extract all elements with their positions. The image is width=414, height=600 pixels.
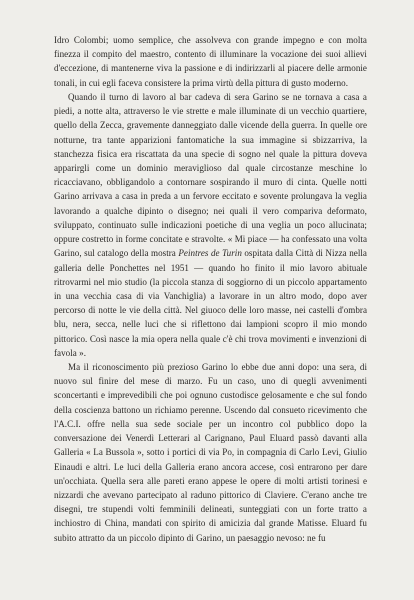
text-run: Idro Colombi; uomo semplice, che assolveva con grande impegno e con molta finezza il compito del maestro, contento di illuminare la vocazione dei suoi allievi d'eccezione, di mantenerne viva la passione e di indirizzarli al piacere delle armonie tonali, in cui egli faceva consistere la prima virtù della pittura di gusto moderno. xyxy=(54,35,367,88)
paragraph-2 xyxy=(54,90,367,360)
paragraph-3 xyxy=(54,360,367,545)
body-text xyxy=(54,33,367,545)
text-run: ospitata dalla Città di Nizza nella galleria delle Ponchettes nel 1951 — quando ho finito il mio lavoro abituale ritrovarmi nel mio studio (la piccola stanza di soggiorno di un piccolo appartamento in una vecchia casa di via Vanchiglia) a lavorare in un altro modo, dopo aver percorso di notte le vie della città. Nel giuoco delle loro masse, nei castelli d'ombra blu, nera, secca, nelle luci che si riflettono dai lampioni scopro il mio mondo pittorico. Così nasce la mia opera nella quale c'è chi trova movimenti e invenzioni di favola ». xyxy=(54,248,367,358)
text-run: Ma il riconoscimento più prezioso Garino lo ebbe due anni dopo: una sera, di nuovo sul finire del mese di marzo. Fu un caso, uno di quegli avvenimenti sconcertanti e imprevedibili che poi ognuno custodisce gelosamente e che sul fondo della coscienza battono un richiamo perenne. Uscendo dal consueto ricevimento che l'A.C.I. offre nella sua sede sociale per un incontro col pubblico dopo la conversazione dei Venerdì Letterari al Carignano, Paul Eluard passò davanti alla Galleria « La Bussola », sotto i portici di via Po, in compagnia di Carlo Levi, Giulio Einaudi e altri. Le luci della Galleria erano ancora accese, così entrarono per dare un'occhiata. Quella sera alle pareti erano appese le opere di molti artisti torinesi e nizzardi che avevano partecipato al raduno pittorico di Claviere. C'erano anche tre disegni, tre stupendi volti femminili delineati, sunteggiati con un forte tratto a inchiostro di China, mandati con spirito di amicizia dal grande Matisse. Eluard fu subito attratto da un piccolo dipinto di Garino, un paesaggio nevoso: ne fu xyxy=(54,362,367,543)
paragraph-1 xyxy=(54,33,367,90)
italic-title: Peintres de Turin xyxy=(178,248,242,259)
text-run: Quando il turno di lavoro al bar cadeva di sera Garino se ne tornava a casa a piedi, a notte alta, attraverso le vie strette e male illuminate di un vecchio quartiere, quello della Zecca, gravemente danneggiato dalle vicende della guerra. In quelle ore notturne, tra tante apparizioni fantomatiche la sua immagine si sbizzarriva, la stanchezza fisica era riscattata da una specie di sogno nel quale la pittura doveva apparirgli come un dominio meraviglioso dal quale circostanze meschine lo ricacciavano, obbligandolo a contornare sospirando il muro di cinta. Quelle notti Garino arrivava a casa in preda a un fervore eccitato e sovente prolungava la veglia lavorando a qualche dipinto o disegno; nei quali il vero compariva deformato, sviluppato, continuato sulle indicazioni poetiche di una veglia un poco allucinata; oppure costretto in forme concitate e stravolte. « Mi piace — ha confessato una volta Garino, sul catalogo della mostra xyxy=(54,91,367,259)
